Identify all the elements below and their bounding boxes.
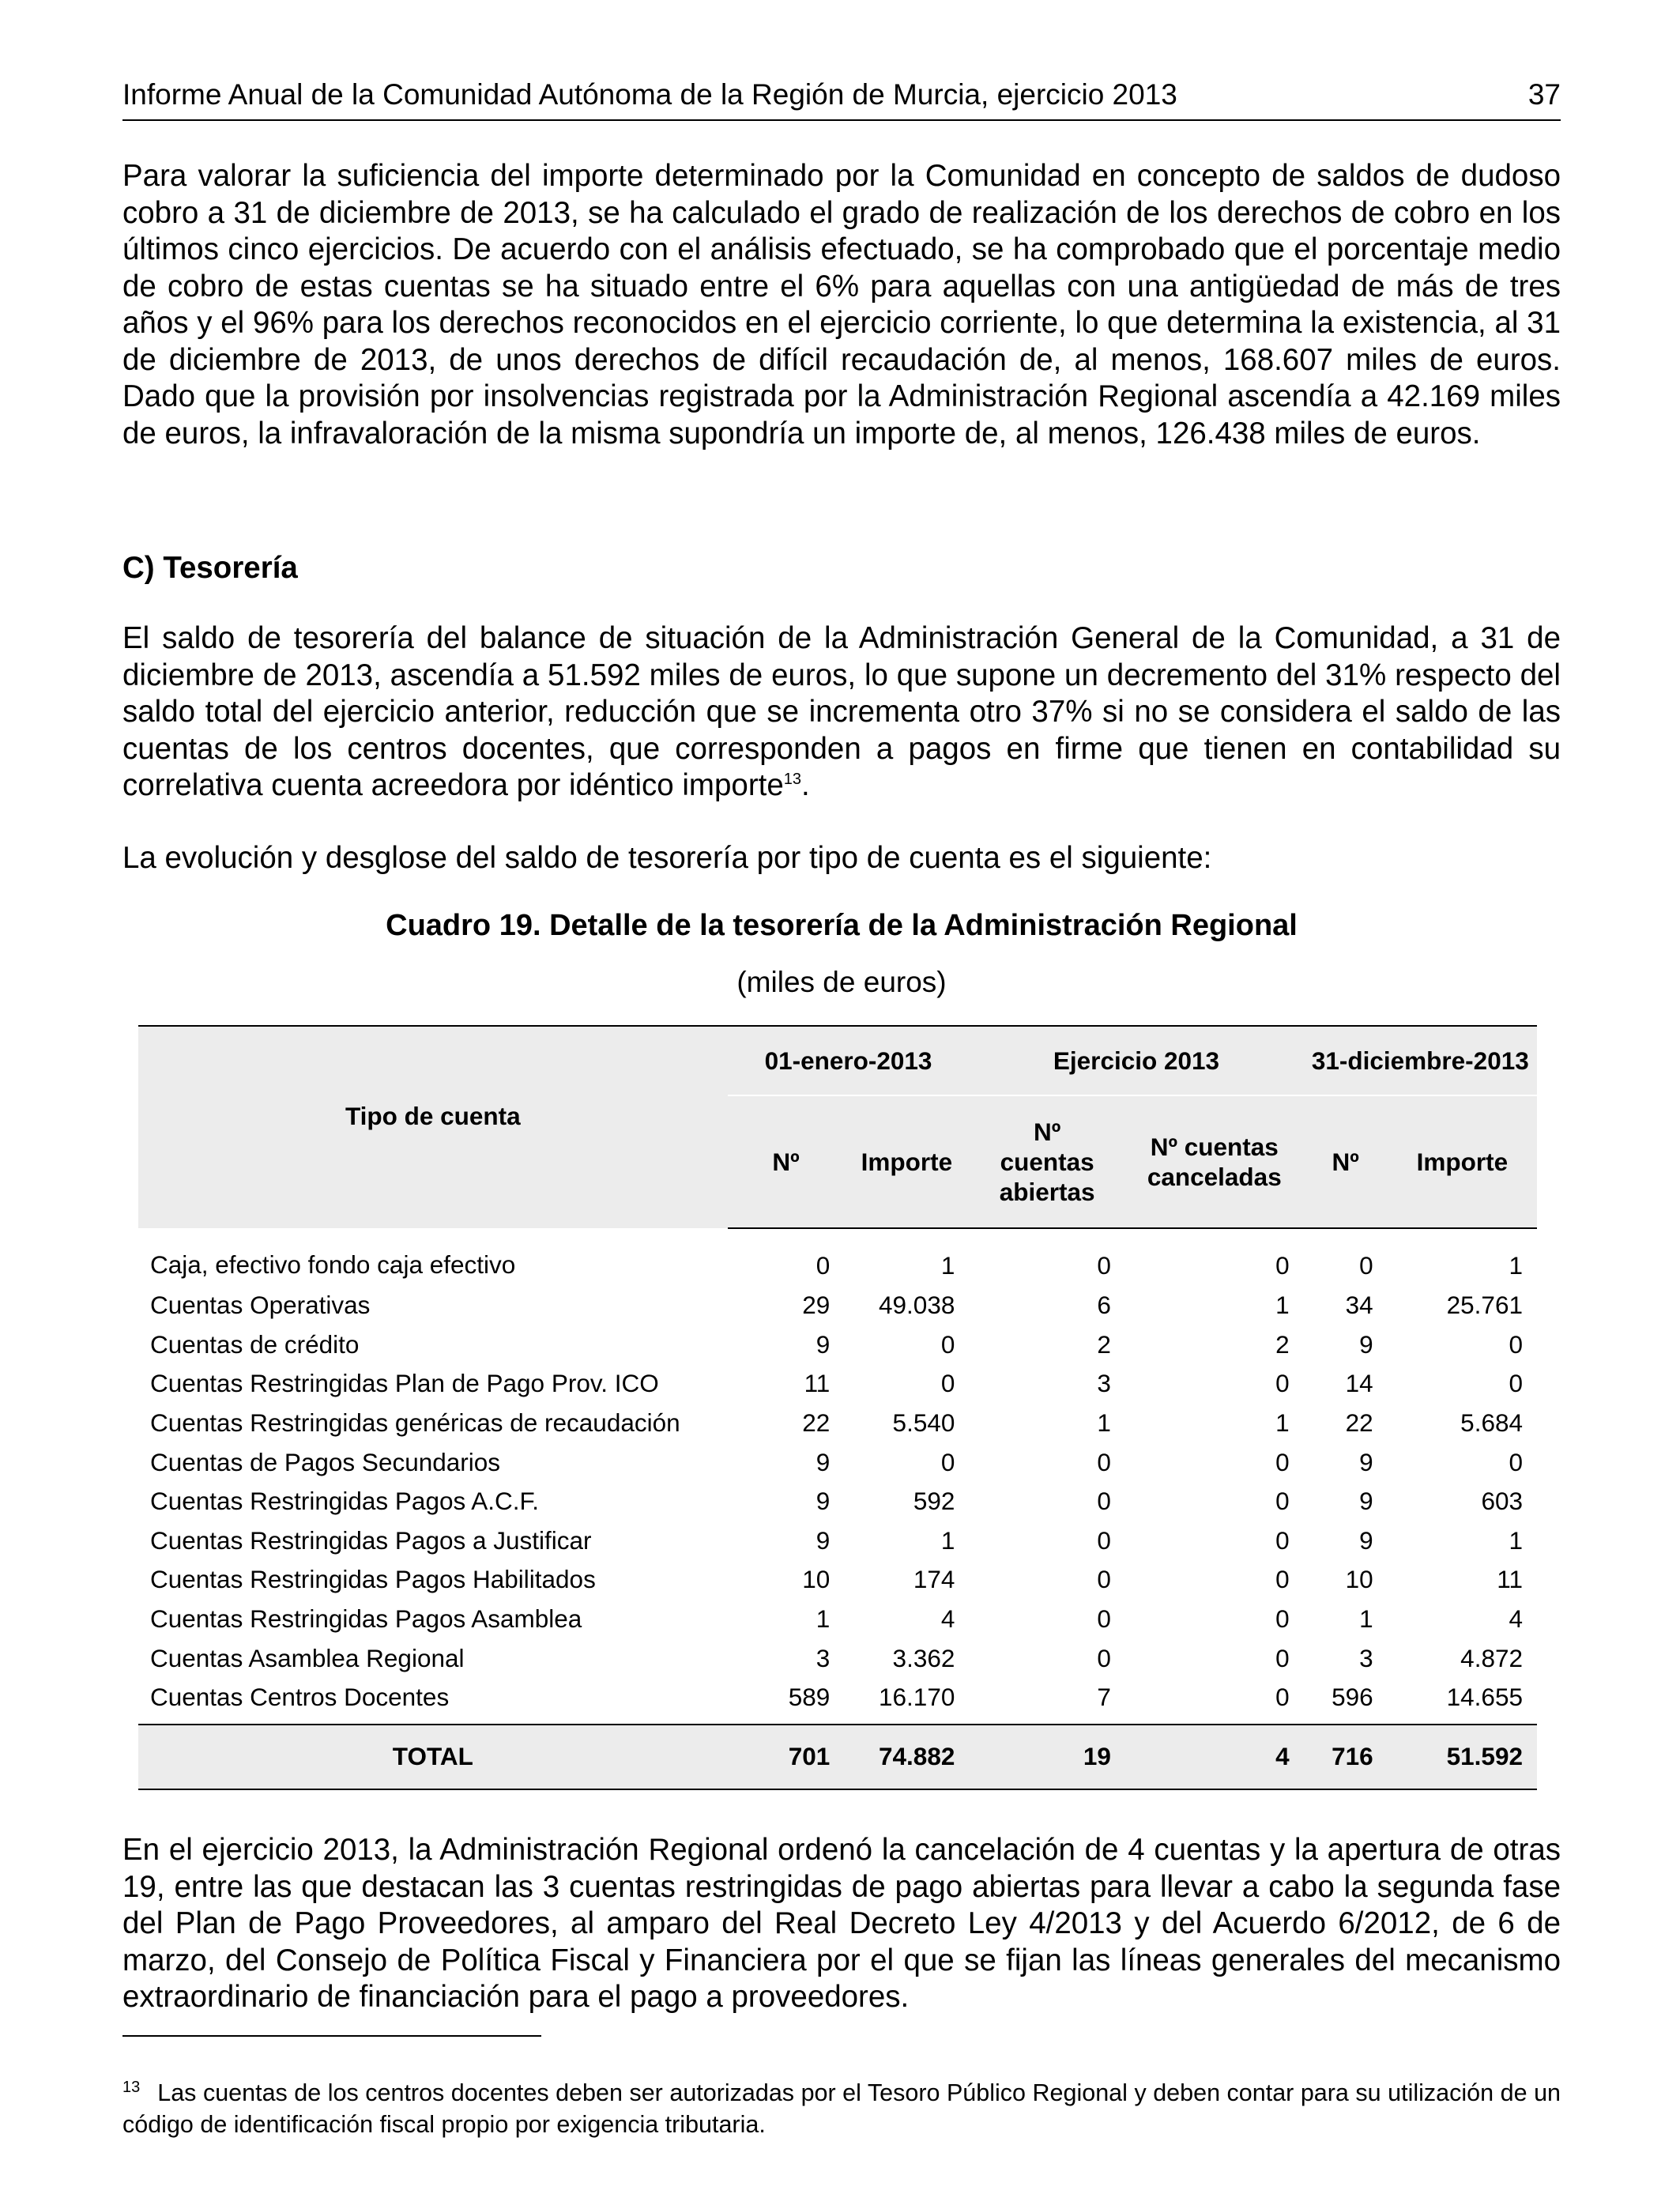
cell-value: 0 xyxy=(1097,1525,1111,1555)
row-label: Cuentas Restringidas Pagos a Justificar xyxy=(150,1525,592,1555)
cell-value: 0 xyxy=(1275,1565,1290,1594)
table-row xyxy=(138,1228,1537,1286)
cell-value: 5.684 xyxy=(1460,1408,1523,1438)
cell-value: 14.655 xyxy=(1446,1683,1523,1712)
cell-value: 0 xyxy=(1509,1369,1523,1398)
cell-value: 603 xyxy=(1481,1487,1523,1516)
cell-value: 0 xyxy=(1097,1565,1111,1594)
cell-value: 9 xyxy=(1359,1525,1373,1555)
cell-value: 2 xyxy=(1275,1329,1290,1359)
cell-value: 1 xyxy=(1097,1408,1111,1438)
row-label: Cuentas Asamblea Regional xyxy=(150,1643,465,1672)
cell-value: 9 xyxy=(1359,1329,1373,1359)
total-label: TOTAL xyxy=(138,1725,728,1789)
footnote-divider xyxy=(122,2035,541,2037)
cell-value: 3 xyxy=(816,1643,831,1672)
cell-value: 1 xyxy=(1275,1291,1290,1320)
total-value: 51.592 xyxy=(1388,1725,1537,1789)
cell-value: 7 xyxy=(1097,1683,1111,1712)
cell-value: 0 xyxy=(1275,1447,1290,1476)
cell-value: 1 xyxy=(1509,1525,1523,1555)
table-units: (miles de euros) xyxy=(736,966,947,998)
cell-value: 1 xyxy=(940,1250,955,1280)
table-row xyxy=(138,1560,1537,1600)
header-importe-enero: Importe xyxy=(844,1095,969,1228)
cell-value: 0 xyxy=(1275,1369,1290,1398)
paragraph-dudoso-cobro: Para valorar la suficiencia del importe determinado por la Comunidad en concepto de saldos de dudoso cobro a 31 de diciembre de 2013, se ha calculado el grado de realización de los derechos de cobro en los últimos cinco ejercicios. De acuerdo con el análisis efectuado, se ha comprobado que el porcentaje medio de cobro de estas cuentas se ha situado entre el 6% para aquellas con una antigüedad de más de tres años y el 96% para los derechos reconocidos en el ejercicio corriente, lo que determina la existencia, al 31 de diciembre de 2013, de unos derechos de difícil recaudación de, al menos, 168.607 miles de euros. Dado que la provisión por insolvencias registrada por la Administración Regional ascendía a 42.169 miles de euros, la infravaloración de la misma supondría un importe de, al menos, 126.438 miles de euros. xyxy=(122,159,1561,450)
cell-value: 34 xyxy=(1345,1291,1373,1320)
cell-value: 10 xyxy=(802,1565,831,1594)
header-cuentas-abiertas: Nº cuentas abiertas xyxy=(969,1095,1125,1228)
cell-value: 4 xyxy=(1509,1604,1523,1634)
row-label: Caja, efectivo fondo caja efectivo xyxy=(150,1250,516,1279)
cell-value: 16.170 xyxy=(879,1683,955,1712)
cell-value: 0 xyxy=(1275,1525,1290,1555)
cell-value: 1 xyxy=(1275,1408,1290,1438)
cell-value: 25.761 xyxy=(1446,1291,1523,1320)
paragraph-saldo-tesoreria xyxy=(122,620,1561,805)
table-row xyxy=(138,1364,1537,1404)
cell-value: 0 xyxy=(1359,1250,1373,1280)
row-label: Cuentas de Pagos Secundarios xyxy=(150,1447,501,1476)
cell-value: 9 xyxy=(816,1487,831,1516)
cell-value: 0 xyxy=(1097,1447,1111,1476)
cell-value: 9 xyxy=(816,1525,831,1555)
cell-value: 11 xyxy=(804,1369,831,1398)
header-importe-diciembre: Importe xyxy=(1388,1095,1537,1228)
cell-value: 0 xyxy=(1097,1487,1111,1516)
cell-value: 5.540 xyxy=(892,1408,955,1438)
section-heading-tesoreria: C) Tesorería xyxy=(122,551,298,585)
cell-value: 22 xyxy=(1345,1408,1373,1438)
paragraph-end-punct: . xyxy=(801,768,810,802)
header-tipo-cuenta: Tipo de cuenta xyxy=(138,1026,728,1228)
page-number: 37 xyxy=(1527,78,1561,111)
cell-value: 9 xyxy=(1359,1447,1373,1476)
cell-value: 4 xyxy=(940,1604,955,1634)
cell-value: 3.362 xyxy=(892,1643,955,1672)
cell-value: 0 xyxy=(1097,1604,1111,1634)
total-value: 4 xyxy=(1125,1725,1304,1789)
table-row xyxy=(138,1638,1537,1678)
cell-value: 174 xyxy=(913,1565,955,1594)
header-n-enero: Nº xyxy=(728,1095,845,1228)
paragraph-evolucion: La evolución y desglose del saldo de tesorería por tipo de cuenta es el siguiente: xyxy=(122,841,1212,875)
row-label: Cuentas Restringidas Pagos Habilitados xyxy=(150,1565,596,1594)
cell-value: 49.038 xyxy=(879,1291,955,1320)
cell-value: 0 xyxy=(940,1369,955,1398)
paragraph-cancelacion: En el ejercicio 2013, la Administración Regional ordenó la cancelación de 4 cuentas y la apertura de otras 19, entre las que destacan las 3 cuentas restringidas de pago abiertas para llevar a cabo la segunda fase del Plan de Pago Proveedores, al amparo del Real Decreto Ley 4/2013 y del Acuerdo 6/2012, de 6 de marzo, del Consejo de Política Fiscal y Financiera por el que se fijan las líneas generales del mecanismo extraordinario de financiación para el pago a proveedores. xyxy=(122,1833,1561,2014)
header-group-enero: 01-enero-2013 xyxy=(728,1026,970,1095)
cell-value: 592 xyxy=(913,1487,955,1516)
cell-value: 9 xyxy=(1359,1487,1373,1516)
table-row xyxy=(138,1678,1537,1725)
cell-value: 9 xyxy=(816,1329,831,1359)
cell-value: 14 xyxy=(1345,1369,1373,1398)
footnote-number: 13 xyxy=(122,2078,141,2096)
table-row xyxy=(138,1482,1537,1521)
cell-value: 0 xyxy=(1509,1447,1523,1476)
cell-value: 29 xyxy=(802,1291,831,1320)
table-row xyxy=(138,1325,1537,1365)
cell-value: 0 xyxy=(1097,1643,1111,1672)
cell-value: 0 xyxy=(1097,1250,1111,1280)
cell-value: 6 xyxy=(1097,1291,1111,1320)
cell-value: 1 xyxy=(1509,1250,1523,1280)
total-value: 701 xyxy=(728,1725,845,1789)
row-label: Cuentas Centros Docentes xyxy=(150,1683,450,1712)
cell-value: 3 xyxy=(1097,1369,1111,1398)
cell-value: 0 xyxy=(1275,1604,1290,1634)
row-label: Cuentas Restringidas Pagos Asamblea xyxy=(150,1604,582,1634)
row-label: Cuentas Operativas xyxy=(150,1291,371,1320)
cell-value: 596 xyxy=(1332,1683,1373,1712)
paragraph-saldo-text: El saldo de tesorería del balance de situación de la Administración General de la Comunidad, a 31 de diciembre de 2013, ascendía a 51.592 miles de euros, lo que supone un decremento del 31% respecto del saldo total del ejercicio anterior, reducción que se incrementa otro 37% si no se considera el saldo de las cuentas de los centros docentes, que corresponden a pagos en firme que tienen en contabilidad su correlativa cuenta acreedora por idéntico importe xyxy=(122,621,1561,802)
table-row xyxy=(138,1521,1537,1561)
cell-value: 0 xyxy=(816,1250,831,1280)
footnote-text: Las cuentas de los centros docentes deben ser autorizadas por el Tesoro Público Regional y deben contar para su utilización de un código de identificación fiscal propio por exigencia tributaria. xyxy=(122,2079,1561,2138)
cell-value: 9 xyxy=(816,1447,831,1476)
cell-value: 3 xyxy=(1359,1643,1373,1672)
total-value: 19 xyxy=(969,1725,1125,1789)
table-caption: Cuadro 19. Detalle de la tesorería de la Administración Regional xyxy=(386,909,1298,942)
footnote xyxy=(122,2077,1561,2140)
cell-value: 1 xyxy=(1359,1604,1373,1634)
table-body xyxy=(138,1228,1537,1789)
header-n-diciembre: Nº xyxy=(1304,1095,1388,1228)
header-cuentas-canceladas: Nº cuentas canceladas xyxy=(1125,1095,1304,1228)
table-row xyxy=(138,1600,1537,1639)
table-row xyxy=(138,1404,1537,1443)
cell-value: 1 xyxy=(940,1525,955,1555)
cell-value: 1 xyxy=(816,1604,831,1634)
cell-value: 0 xyxy=(1275,1487,1290,1516)
total-value: 74.882 xyxy=(844,1725,969,1789)
row-label: Cuentas Restringidas genéricas de recaudación xyxy=(150,1408,680,1438)
table-header-row-groups xyxy=(138,1026,1537,1095)
cell-value: 2 xyxy=(1097,1329,1111,1359)
header-group-ejercicio: Ejercicio 2013 xyxy=(969,1026,1303,1095)
row-label: Cuentas de crédito xyxy=(150,1329,360,1359)
row-label: Cuentas Restringidas Plan de Pago Prov. ICO xyxy=(150,1369,659,1398)
cell-value: 0 xyxy=(940,1329,955,1359)
cell-value: 589 xyxy=(788,1683,831,1712)
cell-value: 0 xyxy=(1275,1250,1290,1280)
cell-value: 0 xyxy=(1509,1329,1523,1359)
report-title: Informe Anual de la Comunidad Autónoma de la Región de Murcia, ejercicio 2013 xyxy=(122,78,1177,111)
table-row xyxy=(138,1286,1537,1325)
cell-value: 0 xyxy=(1275,1643,1290,1672)
cell-value: 0 xyxy=(1275,1683,1290,1712)
header-group-diciembre: 31-diciembre-2013 xyxy=(1304,1026,1537,1095)
cell-value: 22 xyxy=(802,1408,831,1438)
row-label: Cuentas Restringidas Pagos A.C.F. xyxy=(150,1487,540,1516)
cell-value: 11 xyxy=(1497,1565,1523,1594)
total-value: 716 xyxy=(1304,1725,1388,1789)
table-total-row xyxy=(138,1725,1537,1789)
table-row xyxy=(138,1442,1537,1482)
footnote-reference[interactable]: 13 xyxy=(783,771,802,789)
cell-value: 10 xyxy=(1345,1565,1373,1594)
cell-value: 0 xyxy=(940,1447,955,1476)
cell-value: 4.872 xyxy=(1460,1643,1523,1672)
tesoreria-table xyxy=(138,1025,1537,1790)
page-header xyxy=(122,75,1561,121)
